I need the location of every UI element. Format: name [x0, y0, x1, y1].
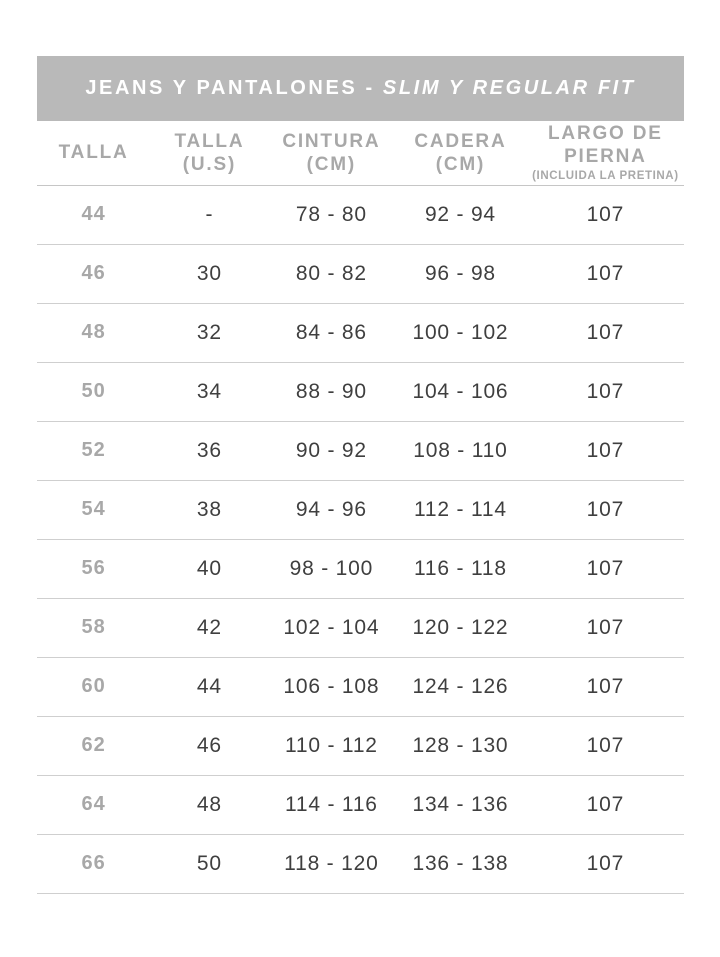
cell-cintura-cm: 78 - 80 — [269, 185, 395, 244]
column-header-talla-us — [150, 121, 268, 185]
cell-cintura-cm: 94 - 96 — [269, 480, 395, 539]
cell-talla-us: 48 — [150, 775, 268, 834]
table-title-regular: JEANS Y PANTALONES - — [85, 77, 383, 99]
size-table-header — [37, 121, 684, 185]
cell-largo-de-pierna: 107 — [527, 539, 684, 598]
table-header-row — [37, 121, 684, 185]
cell-cadera-cm: 92 - 94 — [394, 185, 527, 244]
cell-cadera-cm: 100 - 102 — [394, 303, 527, 362]
cell-largo-de-pierna: 107 — [527, 598, 684, 657]
table-row — [37, 185, 684, 244]
cell-talla: 52 — [37, 421, 150, 480]
cell-talla: 54 — [37, 480, 150, 539]
cell-talla-us: 44 — [150, 657, 268, 716]
cell-talla: 46 — [37, 244, 150, 303]
table-title-italic: SLIM Y REGULAR FIT — [382, 77, 636, 99]
cell-cadera-cm: 116 - 118 — [394, 539, 527, 598]
table-row — [37, 539, 684, 598]
cell-talla: 64 — [37, 775, 150, 834]
cell-talla-us: 36 — [150, 421, 268, 480]
cell-largo-de-pierna: 107 — [527, 657, 684, 716]
size-table — [37, 121, 684, 894]
cell-cintura-cm: 102 - 104 — [269, 598, 395, 657]
table-row — [37, 421, 684, 480]
cell-cadera-cm: 104 - 106 — [394, 362, 527, 421]
table-row — [37, 480, 684, 539]
cell-cintura-cm: 98 - 100 — [269, 539, 395, 598]
table-row — [37, 775, 684, 834]
cell-cintura-cm: 110 - 112 — [269, 716, 395, 775]
table-title — [85, 77, 635, 100]
cell-talla-us: 34 — [150, 362, 268, 421]
table-row — [37, 244, 684, 303]
cell-cintura-cm: 84 - 86 — [269, 303, 395, 362]
cell-largo-de-pierna: 107 — [527, 244, 684, 303]
cell-largo-de-pierna: 107 — [527, 421, 684, 480]
cell-talla: 60 — [37, 657, 150, 716]
cell-cadera-cm: 136 - 138 — [394, 834, 527, 893]
table-row — [37, 657, 684, 716]
cell-cintura-cm: 90 - 92 — [269, 421, 395, 480]
cell-cintura-cm: 106 - 108 — [269, 657, 395, 716]
cell-cadera-cm: 128 - 130 — [394, 716, 527, 775]
column-label: LARGO DE PIERNA — [548, 123, 663, 168]
column-label: TALLA — [58, 142, 129, 164]
cell-talla-us: 50 — [150, 834, 268, 893]
cell-largo-de-pierna: 107 — [527, 303, 684, 362]
table-title-banner — [37, 56, 684, 121]
cell-talla: 44 — [37, 185, 150, 244]
table-row — [37, 598, 684, 657]
cell-talla-us: 40 — [150, 539, 268, 598]
column-label: TALLA — [174, 130, 245, 152]
cell-largo-de-pierna: 107 — [527, 480, 684, 539]
cell-cadera-cm: 112 - 114 — [394, 480, 527, 539]
cell-talla-us: 30 — [150, 244, 268, 303]
cell-talla-us: 32 — [150, 303, 268, 362]
cell-talla-us: 46 — [150, 716, 268, 775]
column-note: (INCLUIDA LA PRETINA) — [532, 170, 679, 183]
cell-talla: 48 — [37, 303, 150, 362]
cell-talla-us: - — [150, 185, 268, 244]
size-table-body — [37, 185, 684, 893]
column-label: CINTURA — [282, 130, 381, 152]
column-label: CADERA — [414, 130, 507, 152]
column-header-talla — [37, 121, 150, 185]
column-header-largo-de-pierna — [527, 121, 684, 185]
table-row — [37, 716, 684, 775]
cell-cintura-cm: 114 - 116 — [269, 775, 395, 834]
cell-cadera-cm: 120 - 122 — [394, 598, 527, 657]
column-sublabel: (CM) — [435, 153, 486, 175]
cell-cadera-cm: 124 - 126 — [394, 657, 527, 716]
column-sublabel: (CM) — [306, 153, 357, 175]
cell-cadera-cm: 96 - 98 — [394, 244, 527, 303]
column-sublabel: (U.S) — [182, 153, 237, 175]
cell-cintura-cm: 118 - 120 — [269, 834, 395, 893]
cell-largo-de-pierna: 107 — [527, 716, 684, 775]
column-header-cintura-cm — [269, 121, 395, 185]
cell-cadera-cm: 134 - 136 — [394, 775, 527, 834]
cell-talla: 56 — [37, 539, 150, 598]
cell-talla-us: 42 — [150, 598, 268, 657]
cell-cintura-cm: 80 - 82 — [269, 244, 395, 303]
cell-talla: 50 — [37, 362, 150, 421]
cell-talla: 62 — [37, 716, 150, 775]
table-row — [37, 362, 684, 421]
cell-talla: 58 — [37, 598, 150, 657]
cell-largo-de-pierna: 107 — [527, 775, 684, 834]
cell-talla: 66 — [37, 834, 150, 893]
cell-cintura-cm: 88 - 90 — [269, 362, 395, 421]
cell-cadera-cm: 108 - 110 — [394, 421, 527, 480]
table-row — [37, 303, 684, 362]
table-row — [37, 834, 684, 893]
cell-largo-de-pierna: 107 — [527, 185, 684, 244]
cell-largo-de-pierna: 107 — [527, 834, 684, 893]
cell-talla-us: 38 — [150, 480, 268, 539]
column-header-cadera-cm — [394, 121, 527, 185]
cell-largo-de-pierna: 107 — [527, 362, 684, 421]
